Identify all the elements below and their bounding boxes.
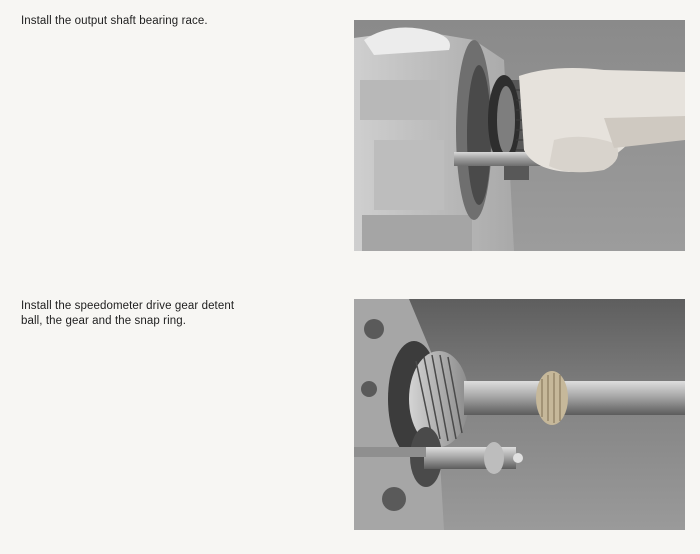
instruction-step-1 [0,0,700,270]
step-caption: Install the speedometer drive gear detent ball, the gear and the snap ring. [21,300,235,327]
step-caption: Install the output shaft bearing race. [21,15,208,27]
instruction-step-2 [0,280,700,554]
step-photo-bearing-race [354,20,685,251]
speedometer-gear-photo-illustration [354,299,685,530]
step-photo-speedometer-gear [354,299,685,530]
bearing-race-photo-illustration [354,20,685,251]
